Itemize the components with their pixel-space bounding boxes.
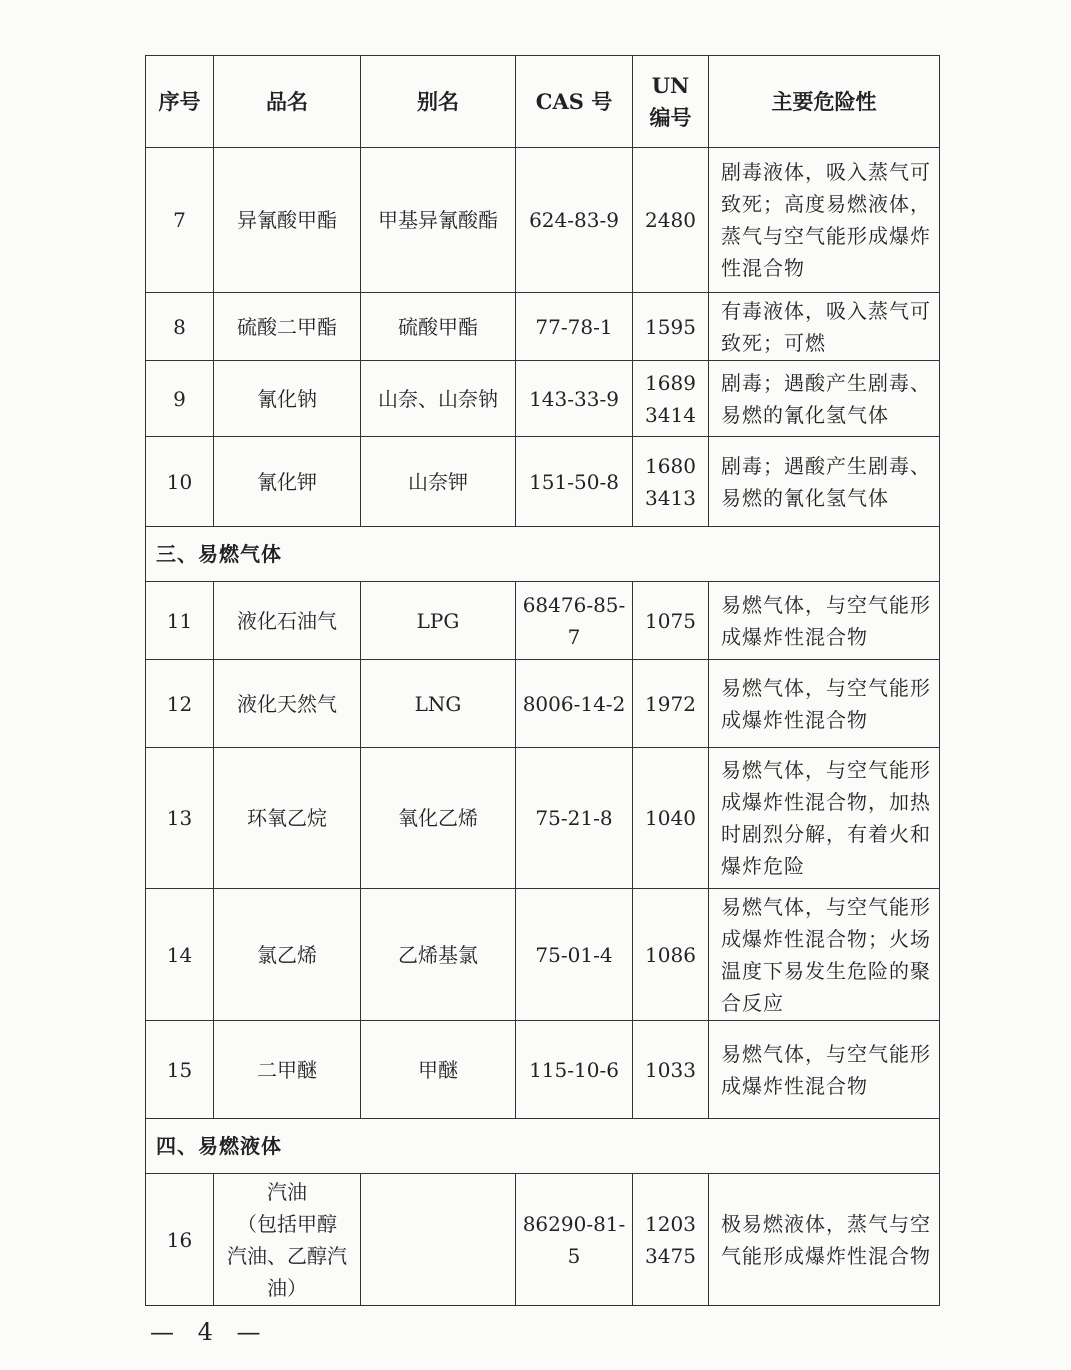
cell-un: 1972 (633, 660, 709, 748)
table-row (146, 148, 940, 293)
cell-cas: 624-83-9 (516, 148, 633, 293)
cell-name: 氯乙烯 (214, 889, 361, 1021)
cell-un: 1086 (633, 889, 709, 1021)
table-row (146, 889, 940, 1021)
cell-cas: 68476-85-7 (516, 582, 633, 660)
cell-no: 13 (146, 748, 214, 889)
hazardous-chemicals-table (145, 55, 940, 1306)
cell-hazard: 易燃气体，与空气能形成爆炸性混合物 (709, 582, 940, 660)
table-row (146, 660, 940, 748)
cell-un: 2480 (633, 148, 709, 293)
cell-hazard: 易燃气体，与空气能形成爆炸性混合物，加热时剧烈分解，有着火和爆炸危险 (709, 748, 940, 889)
cell-alias: 乙烯基氯 (361, 889, 516, 1021)
cell-alias: 硫酸甲酯 (361, 293, 516, 361)
cell-name: 环氧乙烷 (214, 748, 361, 889)
cell-alias: 山奈、山奈钠 (361, 361, 516, 437)
cell-hazard: 有毒液体，吸入蒸气可致死；可燃 (709, 293, 940, 361)
cell-un: 1680 3413 (633, 437, 709, 527)
table-row (146, 748, 940, 889)
cell-name: 汽油 （包括甲醇 汽油、乙醇汽 油） (214, 1174, 361, 1306)
cell-no: 9 (146, 361, 214, 437)
cell-no: 16 (146, 1174, 214, 1306)
cell-cas: 151-50-8 (516, 437, 633, 527)
table-row (146, 361, 940, 437)
table-row (146, 293, 940, 361)
cell-hazard: 易燃气体，与空气能形成爆炸性混合物 (709, 1021, 940, 1119)
cell-name: 二甲醚 (214, 1021, 361, 1119)
cell-name: 氰化钾 (214, 437, 361, 527)
cell-cas: 86290-81-5 (516, 1174, 633, 1306)
cell-no: 15 (146, 1021, 214, 1119)
header-un: UN 编号 (633, 56, 709, 148)
header-name: 品名 (214, 56, 361, 148)
section-title-flammable-liquids: 四、易燃液体 (146, 1119, 940, 1174)
header-alias: 别名 (361, 56, 516, 148)
cell-name: 氰化钠 (214, 361, 361, 437)
cell-un: 1033 (633, 1021, 709, 1119)
header-hazard: 主要危险性 (709, 56, 940, 148)
cell-cas: 8006-14-2 (516, 660, 633, 748)
page-number: — 4 — (150, 1318, 269, 1346)
cell-cas: 77-78-1 (516, 293, 633, 361)
cell-alias: 甲基异氰酸酯 (361, 148, 516, 293)
cell-name: 液化天然气 (214, 660, 361, 748)
cell-un: 1689 3414 (633, 361, 709, 437)
table-row (146, 1174, 940, 1306)
cell-alias: LPG (361, 582, 516, 660)
section-row (146, 1119, 940, 1174)
section-title-flammable-gases: 三、易燃气体 (146, 527, 940, 582)
table-header-row (146, 56, 940, 148)
cell-name: 硫酸二甲酯 (214, 293, 361, 361)
cell-hazard: 易燃气体，与空气能形成爆炸性混合物；火场温度下易发生危险的聚合反应 (709, 889, 940, 1021)
cell-no: 7 (146, 148, 214, 293)
cell-hazard: 剧毒；遇酸产生剧毒、易燃的氰化氢气体 (709, 361, 940, 437)
header-cas: CAS 号 (516, 56, 633, 148)
cell-name: 异氰酸甲酯 (214, 148, 361, 293)
cell-no: 12 (146, 660, 214, 748)
cell-alias: 甲醚 (361, 1021, 516, 1119)
cell-hazard: 剧毒；遇酸产生剧毒、易燃的氰化氢气体 (709, 437, 940, 527)
cell-un: 1595 (633, 293, 709, 361)
cell-un: 1075 (633, 582, 709, 660)
cell-no: 14 (146, 889, 214, 1021)
cell-cas: 143-33-9 (516, 361, 633, 437)
cell-alias (361, 1174, 516, 1306)
cell-cas: 75-21-8 (516, 748, 633, 889)
cell-hazard: 剧毒液体，吸入蒸气可致死；高度易燃液体，蒸气与空气能形成爆炸性混合物 (709, 148, 940, 293)
cell-cas: 75-01-4 (516, 889, 633, 1021)
cell-alias: 山奈钾 (361, 437, 516, 527)
cell-un: 1040 (633, 748, 709, 889)
cell-hazard: 易燃气体，与空气能形成爆炸性混合物 (709, 660, 940, 748)
cell-hazard: 极易燃液体，蒸气与空气能形成爆炸性混合物 (709, 1174, 940, 1306)
cell-alias: 氧化乙烯 (361, 748, 516, 889)
cell-no: 10 (146, 437, 214, 527)
section-row (146, 527, 940, 582)
cell-cas: 115-10-6 (516, 1021, 633, 1119)
cell-name: 液化石油气 (214, 582, 361, 660)
table-row (146, 1021, 940, 1119)
table-row (146, 582, 940, 660)
table-row (146, 437, 940, 527)
cell-no: 8 (146, 293, 214, 361)
header-no: 序号 (146, 56, 214, 148)
cell-alias: LNG (361, 660, 516, 748)
cell-no: 11 (146, 582, 214, 660)
cell-un: 1203 3475 (633, 1174, 709, 1306)
